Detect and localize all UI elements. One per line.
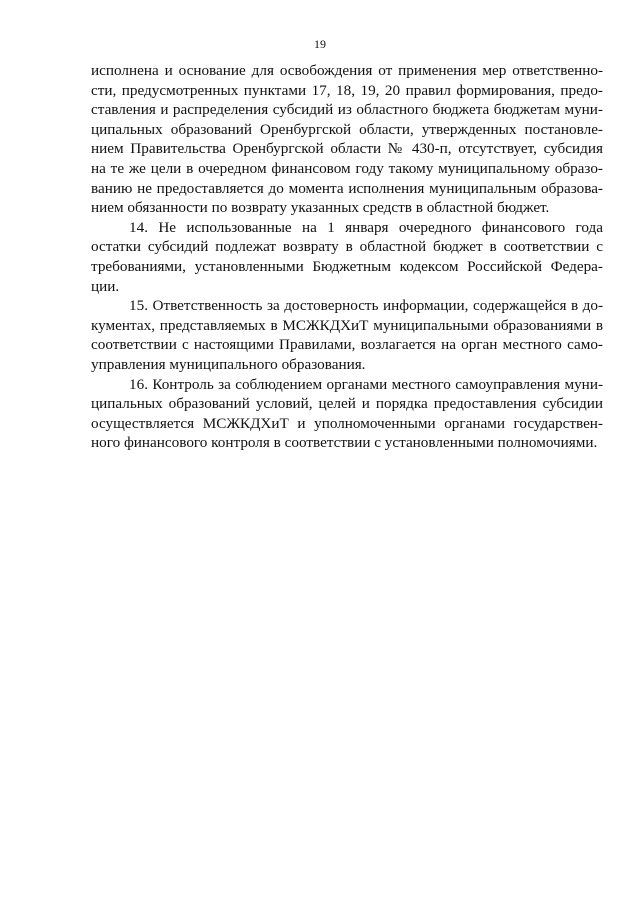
text-line: ции. xyxy=(91,277,120,295)
text-line: 15. Ответственность за достоверность информации, содержащейся в до- xyxy=(129,297,603,315)
text-line: ципальных образований Оренбургской области, утвержденных постановле- xyxy=(91,120,603,138)
paragraph-continuation xyxy=(91,61,603,218)
text-line: остатки субсидий подлежат возврату в областной бюджет в соответствии с xyxy=(91,238,603,256)
text-line: ванию не предоставляется до момента исполнения муниципальным образова- xyxy=(91,179,603,197)
text-line: требованиями, установленными Бюджетным кодексом Российской Федера- xyxy=(91,257,603,275)
text-line: на те же цели в очередном финансовом году такому муниципальному образо- xyxy=(91,159,603,177)
text-line: 16. Контроль за соблюдением органами местного самоуправления муни- xyxy=(129,375,603,393)
text-line: нием обязанности по возврату указанных средств в областной бюджет. xyxy=(91,199,550,217)
text-line: сти, предусмотренных пунктами 17, 18, 19, 20 правил формирования, предо- xyxy=(91,81,603,99)
text-line: ного финансового контроля в соответствии с установленными полномочиями. xyxy=(91,434,598,452)
page-number: 19 xyxy=(314,37,326,51)
text-line: кументах, представляемых в МСЖКДХиТ муниципальными образованиями в xyxy=(91,316,603,334)
text-line: управления муниципального образования. xyxy=(91,355,366,373)
paragraph-item-16 xyxy=(91,375,603,453)
document-body xyxy=(91,61,603,453)
text-line: 14. Не использованные на 1 января очередного финансового года xyxy=(129,218,603,236)
text-line: осуществляется МСЖКДХиТ и уполномоченными органами государствен- xyxy=(91,414,603,432)
paragraph-item-14 xyxy=(91,218,603,296)
text-line: ципальных образований условий, целей и порядка предоставления субсидии xyxy=(91,395,603,413)
paragraph-item-15 xyxy=(91,296,603,374)
text-line: исполнена и основание для освобождения от применения мер ответственно- xyxy=(91,62,603,79)
text-line: ставления и распределения субсидий из областного бюджета бюджетам муни- xyxy=(91,101,603,119)
text-line: соответствии с настоящими Правилами, возлагается на орган местного само- xyxy=(91,336,603,354)
text-line: нием Правительства Оренбургской области № 430-п, отсутствует, субсидия xyxy=(91,140,603,158)
